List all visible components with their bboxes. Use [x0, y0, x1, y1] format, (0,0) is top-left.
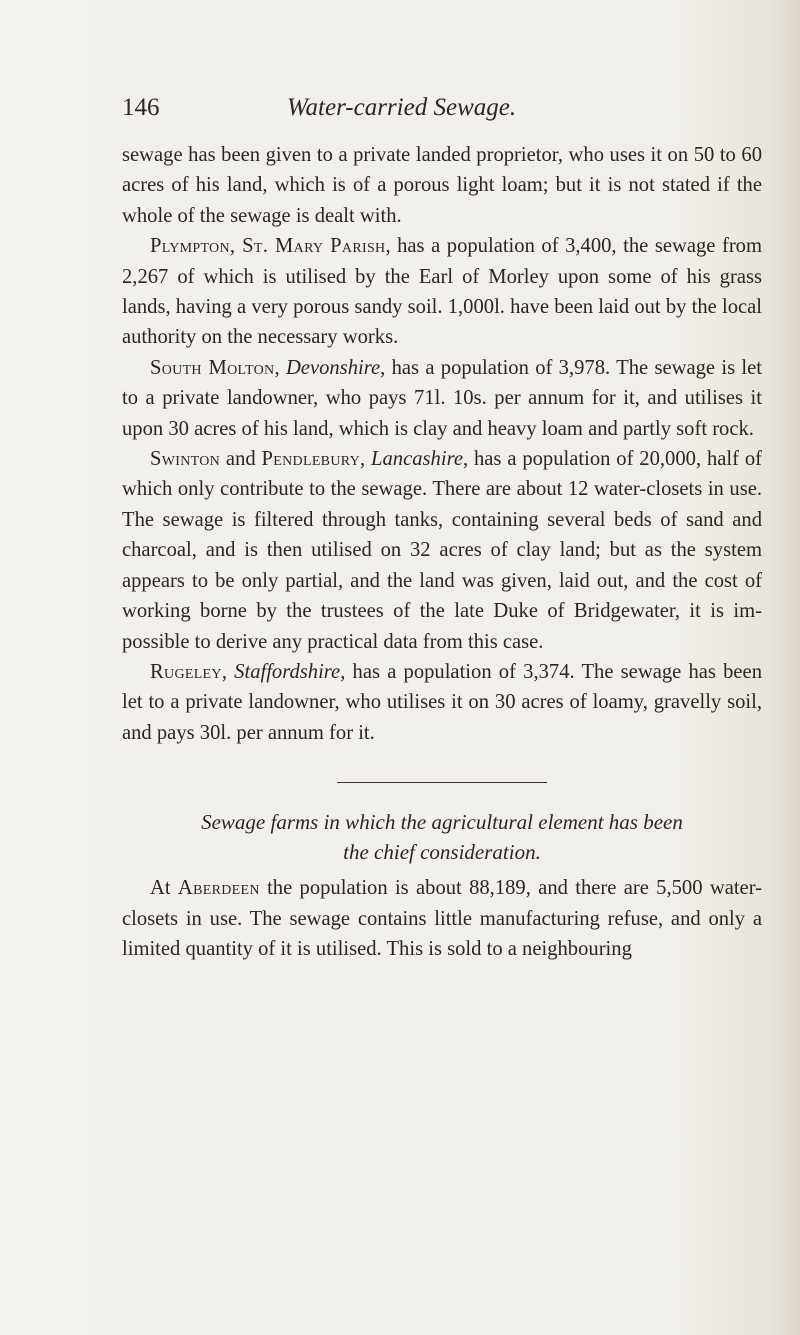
paragraph-continuation: [122, 140, 762, 231]
place-name: South Molton: [150, 356, 275, 379]
section-heading: [122, 807, 762, 867]
paragraph-plympton: [122, 231, 762, 353]
body-text: [122, 140, 762, 964]
page-number: 146: [122, 94, 160, 121]
place-name: Swinton: [150, 448, 221, 471]
county-name: Staffordshire: [234, 660, 341, 683]
lead-text: At: [150, 877, 178, 900]
section-heading-line-1: Sewage farms in which the agricultural element has been: [201, 810, 683, 835]
separator: ,: [274, 356, 286, 379]
connector: and: [220, 448, 262, 471]
county-name: Devonshire: [285, 356, 381, 379]
paragraph-south-molton: [122, 353, 762, 444]
place-name: Rugeley: [150, 660, 222, 683]
place-name-2: Pendlebury: [261, 448, 361, 471]
running-title: Water-carried Sewage.: [287, 94, 517, 121]
section-heading-line-2: the chief consideration.: [343, 840, 541, 865]
separator: ,: [360, 448, 372, 471]
place-name: Aberdeen: [177, 877, 260, 900]
county-name: Lancashire: [371, 448, 463, 471]
paragraph-aberdeen: [122, 873, 762, 964]
paragraph-text: , has a population of 3,400, the sewage from 2,267 of which is utilised by the Earl of Morley upon some of his grass lands, having a very porous sandy soil. 1,000l. have been laid out by the local authority on the necessary works.: [122, 235, 762, 349]
paragraph-text: sewage has been given to a private landed proprietor, who uses it on 50 to 60 acres of his land, which is of a porous light loam; but it is not stated if the whole of the sewage is dealt with.: [122, 144, 762, 227]
paragraph-text: , has a population of 3,374. The sewage has been let to a private landowner, who utilises it on 30 acres of loamy, gravelly soil, and pays 30l. per annum for it.: [122, 660, 762, 744]
place-name: Plympton, St. Mary Parish: [150, 235, 386, 258]
section-divider-rule: [337, 782, 547, 783]
paragraph-text: , has a population of 20,000, half of which only contribute to the sewage. There are about 12 water-closets in use. The sewage is filtered through tanks, containing several beds of sand and charcoal, and is then utilised on 32 acres of clay land; but as the system appears to be only partial, and the land was given, laid out, and the cost of working borne by the trustees of the late Duke of Bridgewater, it is impossible to derive any practical data from this case.: [122, 448, 763, 653]
paragraph-swinton-pendlebury: [122, 444, 762, 657]
paragraph-rugeley: [122, 657, 762, 748]
paragraph-text: , has a population of 3,978. The sewage is let to a private landowner, who pays 71l. 10s. per annum for it, and utilises it upon 30 acres of his land, which is clay and heavy loam and partly soft rock.: [122, 356, 763, 440]
running-head: [122, 92, 762, 124]
separator: ,: [221, 660, 235, 683]
paragraph-text: the population is about 88,189, and there are 5,500 water-closets in use. The sewage contains little manufacturing refuse, and only a limited quantity of it is utilised. This is sold to a neighbouring: [122, 877, 762, 960]
